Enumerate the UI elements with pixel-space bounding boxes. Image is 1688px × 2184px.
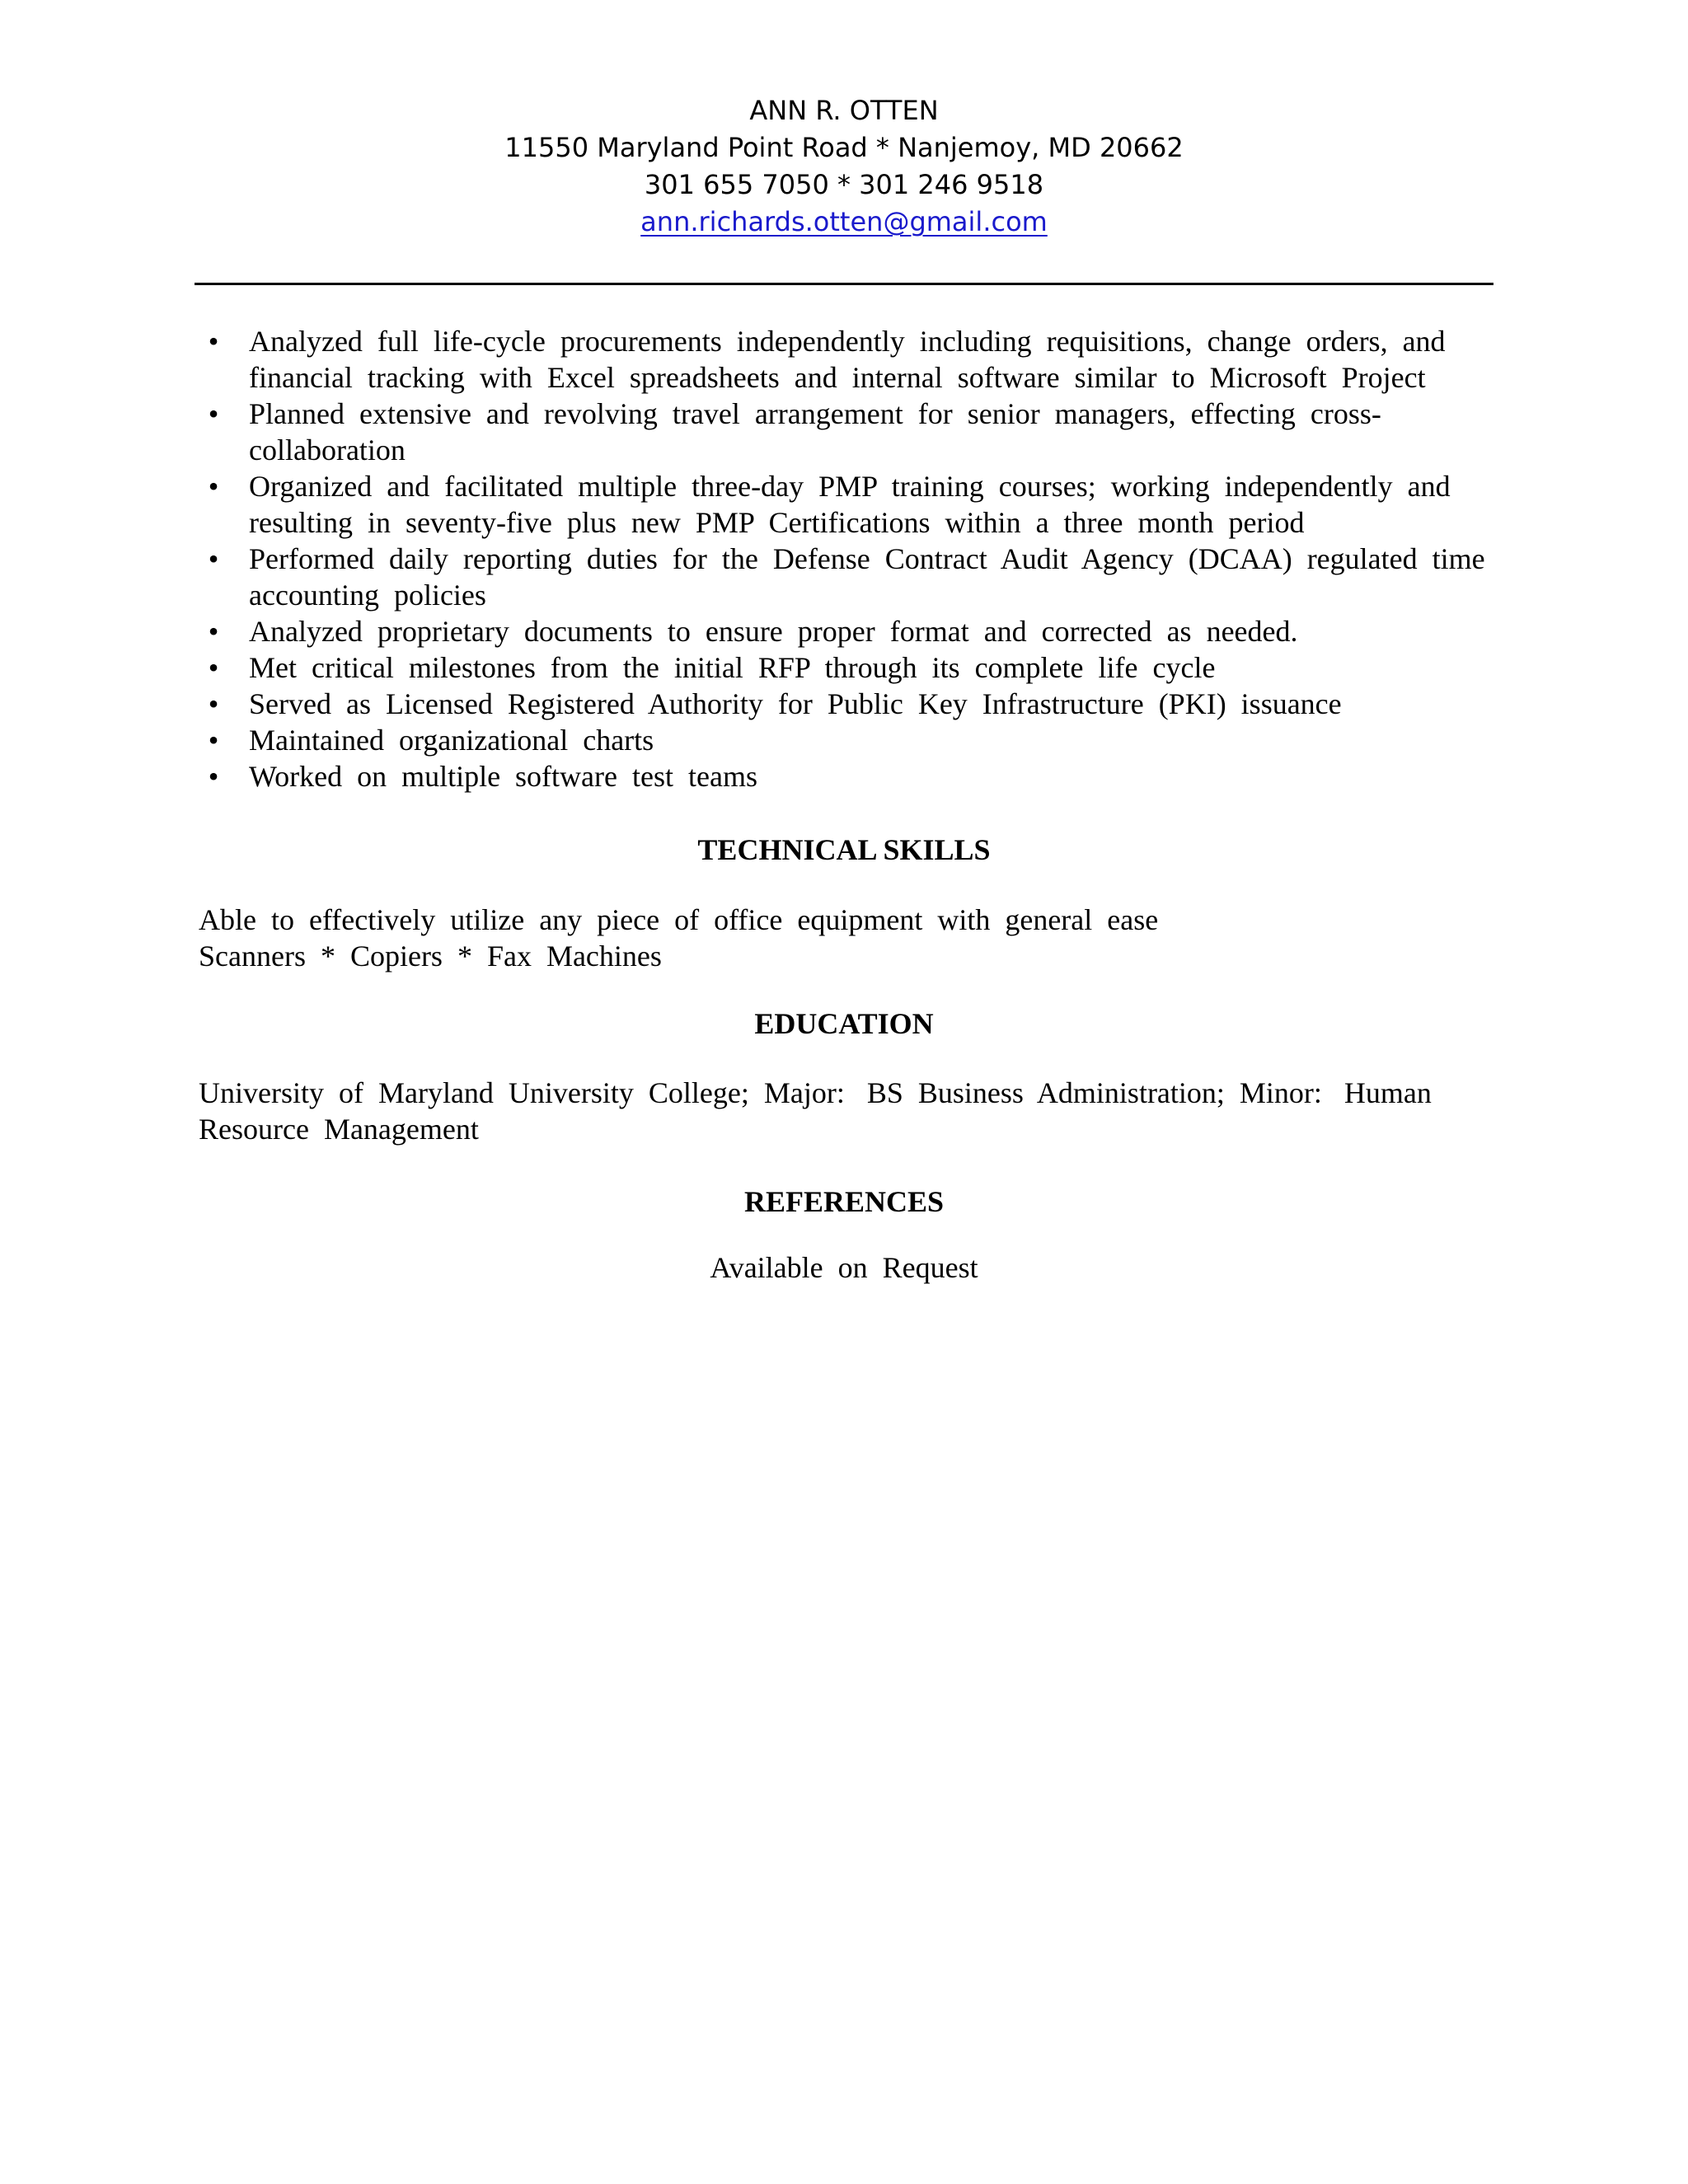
education-heading: EDUCATION [754,1007,934,1040]
bullet-icon: • [208,325,219,358]
list-item [195,396,1497,468]
address-line: 11550 Maryland Point Road * Nanjemoy, MD 20662 [504,132,1184,163]
bullet-icon: • [208,470,219,503]
list-item [195,613,1497,649]
bullet-text: Maintained organizational charts [249,724,654,757]
bullet-text: Organized and facilitated multiple three-day PMP training courses; working independently and [249,470,1451,503]
skills-text: Scanners * Copiers * Fax Machines [199,940,662,972]
education-section [199,1075,1501,1147]
list-item [195,468,1497,541]
bullet-text: Worked on multiple software test teams [249,760,757,793]
bullet-text: Met critical milestones from the initial RFP through its complete life cycle [249,651,1216,684]
bullet-icon: • [208,760,219,793]
contact-header [0,92,1688,241]
header-divider [195,283,1493,285]
list-item [195,722,1497,758]
list-item [195,323,1497,396]
technical-skills-heading: TECHNICAL SKILLS [697,833,991,866]
bullet-text: Analyzed proprietary documents to ensure proper format and corrected as needed. [249,615,1298,648]
bullet-icon: • [208,651,219,684]
list-item [195,541,1497,613]
skills-text: Able to effectively utilize any piece of office equipment with general ease [199,903,1159,936]
technical-skills-section [199,902,1501,974]
bullet-text: Planned extensive and revolving travel arrangement for senior managers, effecting cross- [249,397,1381,430]
bullet-text: collaboration [249,434,406,466]
phone-line: 301 655 7050 * 301 246 9518 [644,169,1044,200]
bullet-text: Analyzed full life-cycle procurements independently including requisitions, change orders, and [249,325,1446,358]
bullet-text: Performed daily reporting duties for the Defense Contract Audit Agency (DCAA) regulated time [249,542,1485,575]
bullet-text: financial tracking with Excel spreadsheets and internal software similar to Microsoft Project [249,361,1426,394]
list-item [195,686,1497,722]
bullet-text: accounting policies [249,579,486,612]
bullet-icon: • [208,397,219,430]
list-item [195,649,1497,686]
education-text: Resource Management [199,1113,479,1146]
bullet-icon: • [208,687,219,720]
bullet-text: resulting in seventy-five plus new PMP Certifications within a three month period [249,506,1305,539]
education-text: University of Maryland University College; Major: BS Business Administration; Minor: Human [199,1076,1432,1109]
bullet-icon: • [208,615,219,648]
list-item [195,758,1497,794]
bullet-text: Served as Licensed Registered Authority for Public Key Infrastructure (PKI) issuance [249,687,1342,720]
email-link[interactable]: ann.richards.otten@gmail.com [640,206,1048,237]
references-heading: REFERENCES [743,1185,945,1218]
references-text: Available on Request [710,1251,978,1284]
bullet-icon: • [208,724,219,757]
bullet-icon: • [208,542,219,575]
experience-bullet-list [195,323,1497,794]
candidate-name: ANN R. OTTEN [749,95,939,126]
